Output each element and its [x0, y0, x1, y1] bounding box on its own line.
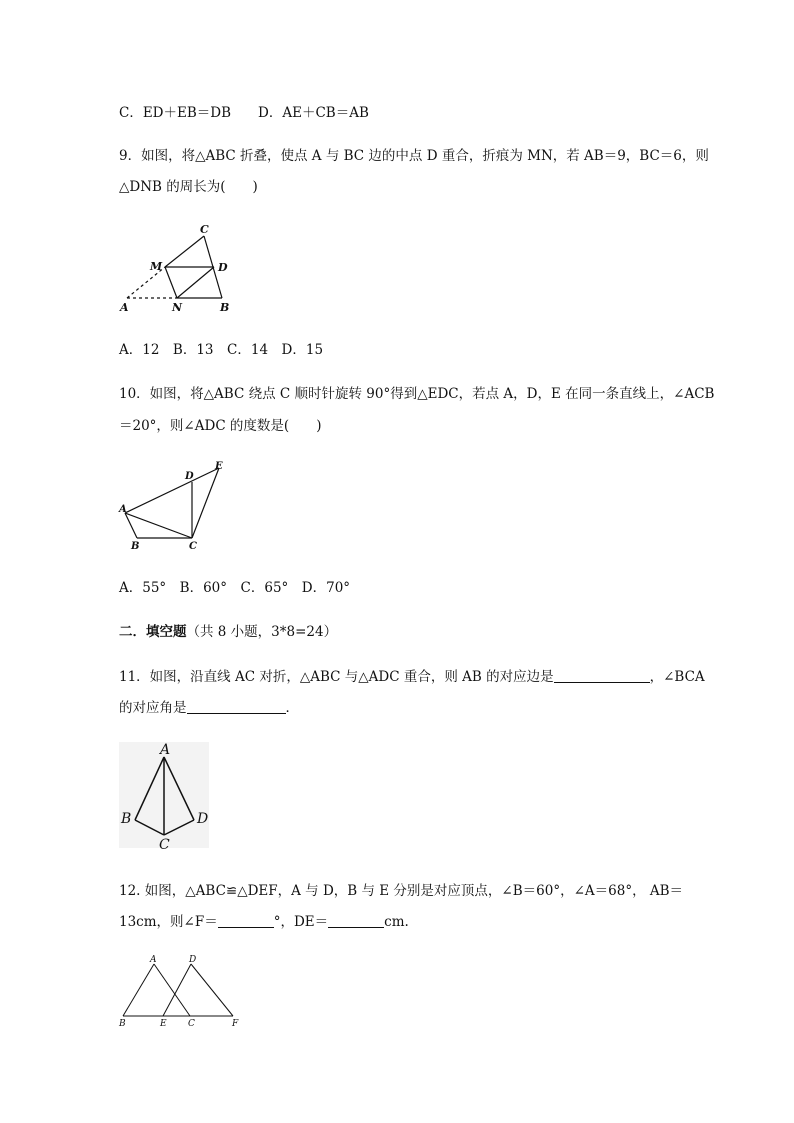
q12-figure — [115, 952, 245, 1030]
q10-label-D: D — [185, 471, 194, 482]
section-title: 二．填空题 — [119, 624, 187, 640]
q9-segment-MC — [165, 236, 204, 267]
q9-segment-MN — [165, 267, 177, 298]
q9-label-N: N — [172, 301, 183, 314]
q9-stem-line2: △DNB 的周长为( ) — [119, 179, 258, 195]
q11-label-A: A — [160, 742, 171, 758]
q12-label-E: E — [160, 1019, 167, 1029]
q12-blank-1[interactable] — [218, 913, 274, 928]
q12-text-a: 13cm，则∠F＝ — [119, 914, 218, 930]
section-heading — [119, 623, 337, 641]
q8-options-cd: C．ED＋EB＝DB D．AE＋CB＝AB — [119, 105, 369, 121]
q9-label-A: A — [120, 301, 129, 314]
q11-label-D: D — [197, 811, 209, 827]
q11-text-b: ，∠BCA — [649, 669, 705, 685]
q12-text-b: °，DE＝ — [273, 914, 329, 930]
q11-text-c: 的对应角是 — [119, 700, 187, 716]
q12-stem-line1: 12. 如图，△ABC≌△DEF，A 与 D，B 与 E 分别是对应顶点，∠B＝60°，∠A＝68°， AB＝ — [119, 883, 684, 899]
section-note: （共 8 小题，3*8=24） — [186, 624, 338, 640]
q12-blank-2[interactable] — [328, 913, 384, 928]
q12-segment-DE — [163, 964, 191, 1016]
q9-options: A．12 B．13 C．14 D．15 — [119, 342, 324, 358]
q10-stem-line1: 10．如图，将△ABC 绕点 C 顺时针旋转 90°得到△EDC，若点 A，D，E 在同一条直线上，∠ACB — [119, 386, 715, 402]
q9-segment-ND — [177, 267, 214, 298]
q9-label-C: C — [200, 223, 209, 236]
q10-label-A: A — [119, 504, 127, 515]
q11-stem-line2 — [119, 699, 299, 717]
q12-label-F: F — [232, 1019, 239, 1029]
q12-label-B: B — [119, 1019, 126, 1029]
q12-label-D: D — [189, 955, 197, 965]
q11-text-a: 11．如图，沿直线 AC 对折，△ABC 与△ADC 重合，则 AB 的对应边是 — [119, 669, 554, 685]
q10-options: A．55° B．60° C．65° D．70° — [119, 580, 351, 596]
q11-stem-line1 — [119, 668, 705, 686]
q12-label-A: A — [150, 955, 157, 965]
q9-figure — [115, 222, 245, 318]
q11-figure — [115, 740, 215, 852]
q11-label-B: B — [121, 811, 132, 827]
q11-blank-2[interactable] — [187, 699, 286, 714]
q12-segment-DF — [191, 964, 233, 1016]
q12-text-c: cm. — [384, 914, 409, 930]
q12-segment-AC — [154, 964, 190, 1016]
q12-segment-AB — [123, 964, 154, 1016]
q11-text-d: ． — [285, 700, 299, 716]
q9-label-D: D — [218, 261, 228, 274]
q10-label-C: C — [189, 541, 197, 552]
q10-figure — [115, 458, 235, 554]
q9-stem-line1: 9．如图，将△ABC 折叠，使点 A 与 BC 边的中点 D 重合，折痕为 MN，若 AB＝9，BC＝6，则 — [119, 148, 709, 164]
q12-label-C: C — [188, 1019, 195, 1029]
q11-label-C: C — [159, 837, 170, 853]
q12-stem-line2 — [119, 913, 409, 931]
q9-label-M: M — [150, 260, 163, 273]
q10-label-E: E — [215, 461, 223, 472]
q11-blank-1[interactable] — [554, 668, 650, 683]
q10-stem-line2: ＝20°，则∠ADC 的度数是( ) — [119, 418, 322, 434]
q10-label-B: B — [131, 541, 140, 552]
q9-label-B: B — [220, 301, 230, 314]
q10-segment-AE — [125, 468, 219, 513]
